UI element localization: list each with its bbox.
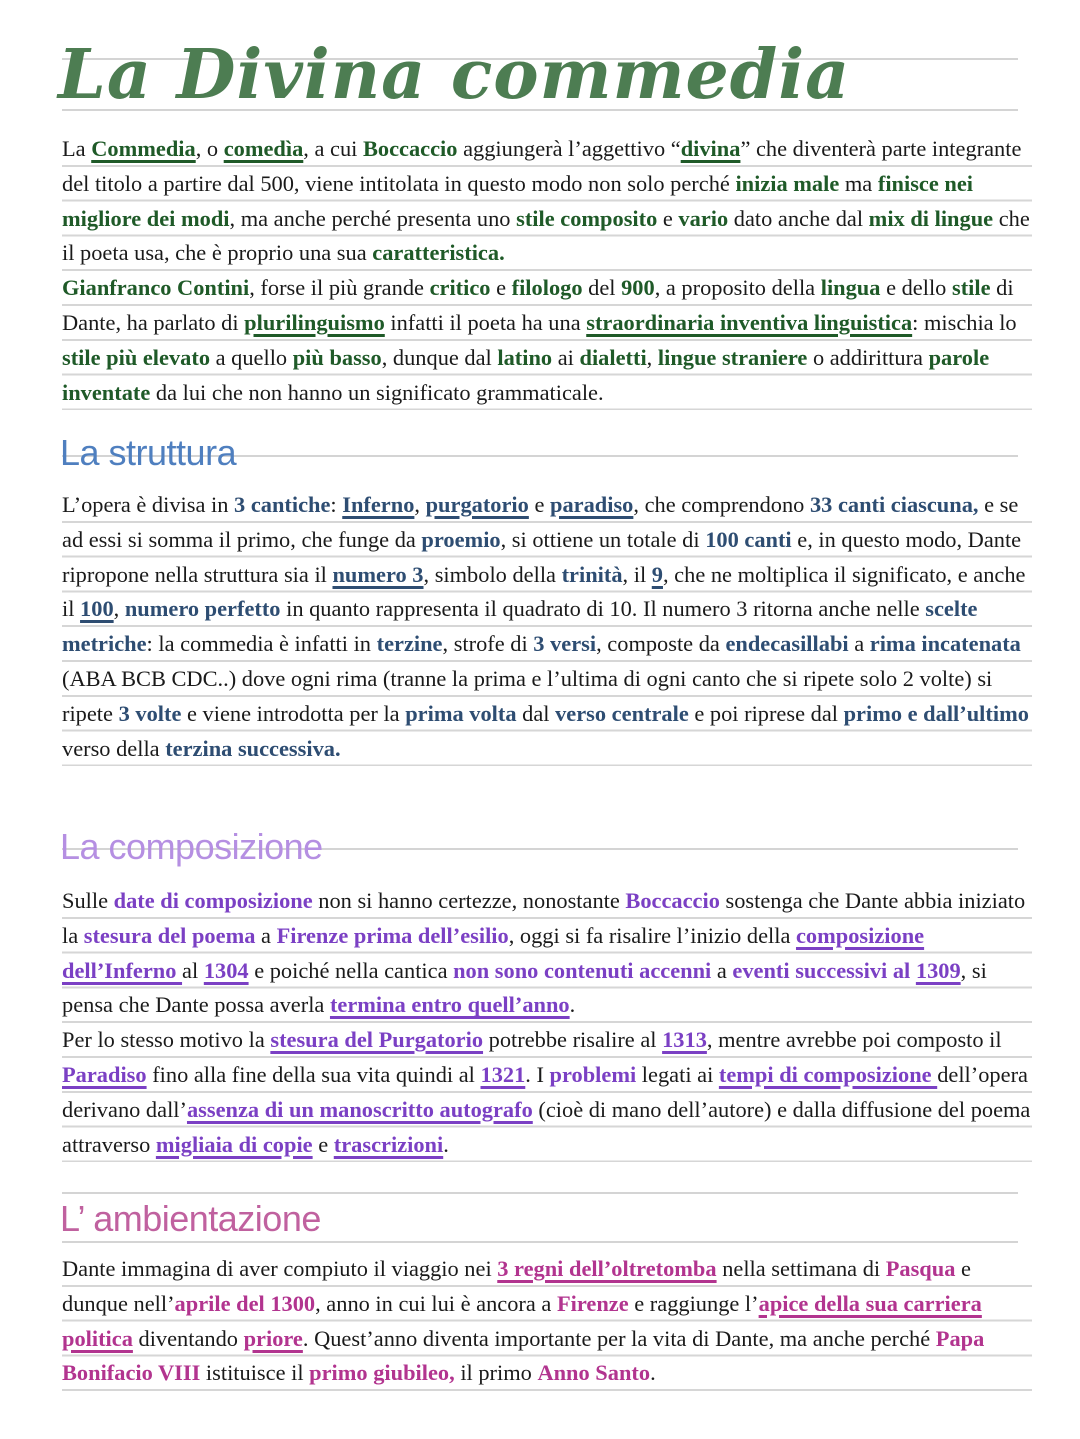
underlined-keyword: Commedia bbox=[91, 136, 196, 161]
text-segment: e bbox=[528, 492, 550, 517]
ruled-line bbox=[62, 1192, 1018, 1194]
text-segment: e dunque nell’ bbox=[62, 1256, 971, 1316]
bold-keyword: primo giubileo, bbox=[309, 1360, 455, 1386]
text-segment: , il bbox=[622, 561, 652, 587]
text-segment: Sulle bbox=[62, 888, 114, 913]
underlined-keyword: straordinaria inventiva linguistica bbox=[586, 309, 913, 335]
text-segment: a bbox=[848, 631, 870, 657]
bold-keyword: parole inventate bbox=[62, 344, 990, 405]
bold-keyword: lingua bbox=[820, 275, 881, 301]
underlined-keyword: priore bbox=[243, 1325, 303, 1351]
underlined-keyword: comedìa bbox=[223, 136, 304, 161]
paragraph bbox=[62, 132, 1032, 271]
bold-keyword: primo e dall’ultimo bbox=[843, 700, 1029, 726]
text-segment: , anno in cui lui è ancora a bbox=[315, 1290, 557, 1316]
bold-keyword: critico bbox=[429, 275, 491, 301]
section-ambientazione-text bbox=[62, 1252, 1032, 1391]
bold-keyword: Papa Bonifacio VIII bbox=[62, 1325, 985, 1386]
text-segment: . bbox=[443, 1131, 449, 1157]
underlined-keyword: trascrizioni bbox=[333, 1131, 444, 1157]
text-segment: , si ottiene un totale di bbox=[500, 526, 706, 552]
section-struttura-text bbox=[62, 488, 1032, 766]
text-segment: al bbox=[182, 957, 204, 983]
bold-keyword: verso centrale bbox=[555, 700, 689, 726]
paragraph bbox=[62, 1023, 1032, 1162]
text-segment: e, in questo modo, Dante ripropone nella struttura sia il bbox=[62, 526, 1022, 587]
text-segment: e bbox=[657, 205, 679, 231]
text-segment: : la commedia è infatti in bbox=[146, 631, 377, 657]
text-segment: a bbox=[711, 957, 733, 983]
bold-keyword: eventi successivi al bbox=[732, 957, 916, 983]
paragraph bbox=[62, 884, 1032, 1023]
text-segment: ai bbox=[552, 344, 580, 370]
text-segment: da lui che non hanno un significato grammaticale. bbox=[150, 379, 604, 405]
bold-keyword: terzine bbox=[376, 631, 443, 657]
text-segment: e dello bbox=[880, 275, 952, 301]
text-segment: , mentre avrebbe poi composto il bbox=[706, 1027, 1002, 1053]
text-segment: e poiché nella cantica bbox=[248, 957, 454, 983]
text-segment: il primo bbox=[454, 1360, 538, 1386]
bold-keyword: scelte metriche bbox=[62, 596, 978, 657]
bold-keyword: stile più elevato bbox=[62, 344, 211, 370]
underlined-keyword: divina bbox=[680, 136, 741, 161]
text-segment: , composte da bbox=[596, 631, 726, 657]
bold-keyword: più basso bbox=[292, 344, 382, 370]
underlined-keyword: plurilinguismo bbox=[244, 309, 385, 335]
bold-keyword: non sono contenuti accenni bbox=[453, 957, 712, 983]
text-segment: diventando bbox=[132, 1325, 244, 1351]
text-segment: La bbox=[62, 136, 92, 161]
underlined-keyword: 3 regni dell’oltretomba bbox=[497, 1256, 717, 1281]
paragraph bbox=[62, 271, 1032, 410]
bold-keyword: 900 bbox=[621, 275, 655, 301]
bold-keyword: inizia male bbox=[735, 170, 840, 196]
text-segment: potrebbe risalire al bbox=[483, 1027, 663, 1053]
text-segment: : bbox=[330, 492, 343, 517]
bold-keyword: vario bbox=[678, 205, 729, 231]
text-segment: e raggiunge l’ bbox=[628, 1290, 759, 1316]
bold-keyword: caratteristica. bbox=[372, 240, 505, 266]
text-segment: ” che diventerà parte integrante del titolo a partire dal 500, viene intitolata in questo modo non solo perché bbox=[62, 136, 1022, 196]
ruled-line bbox=[62, 1241, 1018, 1243]
underlined-keyword: 100 bbox=[80, 596, 114, 622]
text-segment: . I bbox=[525, 1061, 550, 1087]
text-segment: e poi riprese dal bbox=[688, 700, 844, 726]
text-segment: verso della bbox=[62, 735, 166, 761]
text-segment: , che ne moltiplica il significato, e anche il bbox=[62, 561, 1026, 622]
bold-keyword: latino bbox=[497, 344, 553, 370]
bold-keyword: proemio bbox=[421, 526, 501, 552]
text-segment: non si hanno certezze, nonostante bbox=[312, 888, 626, 913]
text-segment: : mischia lo bbox=[912, 309, 1017, 335]
paragraph bbox=[62, 488, 1032, 766]
text-segment: , bbox=[414, 492, 426, 517]
bold-keyword: prima volta bbox=[405, 700, 517, 726]
text-segment: aggiungerà l’aggettivo “ bbox=[457, 136, 681, 161]
text-segment: , simbolo della bbox=[423, 561, 562, 587]
bold-keyword: numero perfetto bbox=[124, 596, 281, 622]
bold-keyword: Boccaccio bbox=[625, 888, 720, 913]
text-segment: infatti il poeta ha una bbox=[384, 309, 587, 335]
underlined-keyword: migliaia di copie bbox=[155, 1131, 313, 1157]
text-segment: in quanto rappresenta il quadrato di 10. Il numero 3 ritorna anche nelle bbox=[280, 596, 926, 622]
bold-keyword: date di composizione bbox=[113, 888, 313, 913]
bold-keyword: 3 versi bbox=[533, 631, 597, 657]
text-segment: , oggi si fa risalire l’inizio della bbox=[508, 922, 796, 948]
page-title: La Divina commedia bbox=[58, 35, 851, 115]
text-segment: , o bbox=[195, 136, 224, 161]
text-segment: Per lo stesso motivo la bbox=[62, 1027, 271, 1053]
bold-keyword: stile composito bbox=[516, 205, 658, 231]
text-segment: . bbox=[569, 992, 576, 1018]
underlined-keyword: 1309 bbox=[915, 957, 961, 983]
text-segment: e bbox=[312, 1131, 334, 1157]
text-segment: , ma anche perché presenta uno bbox=[229, 205, 517, 231]
underlined-keyword: paradiso bbox=[550, 492, 634, 517]
text-segment: a bbox=[255, 922, 277, 948]
text-segment: . Quest’anno diventa importante per la vita di Dante, ma anche perché bbox=[302, 1325, 936, 1351]
bold-keyword: Firenze bbox=[556, 1290, 629, 1316]
bold-keyword: Pasqua bbox=[885, 1256, 956, 1281]
underlined-keyword: 1304 bbox=[203, 957, 249, 983]
text-segment: , dunque dal bbox=[381, 344, 498, 370]
paragraph bbox=[62, 1252, 1032, 1391]
text-segment: dell’opera derivano dall’ bbox=[62, 1061, 1028, 1122]
underlined-keyword: Inferno bbox=[342, 492, 415, 517]
text-segment: dal bbox=[516, 700, 556, 726]
bold-keyword: Boccaccio bbox=[362, 136, 458, 161]
text-segment: (cioè di mano dell’autore) e dalla diffusione del poema attraverso bbox=[62, 1096, 1031, 1157]
underlined-keyword: 9 bbox=[651, 561, 663, 587]
underlined-keyword: purgatorio bbox=[425, 492, 529, 517]
heading-la-struttura: La struttura bbox=[60, 432, 237, 473]
underlined-keyword: 1313 bbox=[662, 1027, 707, 1053]
bold-keyword: trinità bbox=[561, 561, 623, 587]
bold-keyword: rima incatenata bbox=[869, 631, 1021, 657]
bold-keyword: terzina successiva. bbox=[165, 735, 341, 761]
bold-keyword: lingue straniere bbox=[657, 344, 808, 370]
bold-keyword: 3 cantiche bbox=[234, 492, 331, 517]
text-segment: fino alla fine della sua vita quindi al bbox=[146, 1061, 481, 1087]
bold-keyword: mix di lingue bbox=[868, 205, 994, 231]
text-segment: L’opera è divisa in bbox=[62, 492, 235, 517]
underlined-keyword: 1321 bbox=[480, 1061, 526, 1087]
underlined-keyword: assenza di un manoscritto autografo bbox=[186, 1096, 533, 1122]
bold-keyword: dialetti bbox=[579, 344, 647, 370]
text-segment: , bbox=[113, 596, 125, 622]
text-segment: del bbox=[582, 275, 622, 301]
bold-keyword: problemi bbox=[549, 1061, 637, 1087]
bold-keyword: stesura del poema bbox=[83, 922, 256, 948]
bold-keyword: aprile del 1300 bbox=[174, 1290, 316, 1316]
text-segment: e bbox=[490, 275, 512, 301]
underlined-keyword: stesura del Purgatorio bbox=[270, 1027, 484, 1053]
text-segment: legati ai bbox=[636, 1061, 719, 1087]
text-segment: nella settimana di bbox=[716, 1256, 886, 1281]
bold-keyword: 33 canti ciascuna, bbox=[809, 492, 979, 517]
bold-keyword: Firenze prima dell’esilio bbox=[276, 922, 509, 948]
section-intro-text bbox=[62, 132, 1032, 410]
text-segment: dato anche dal bbox=[728, 205, 869, 231]
heading-la-composizione: La composizione bbox=[60, 826, 323, 867]
bold-keyword: 100 canti bbox=[705, 526, 792, 552]
text-segment: ma bbox=[839, 170, 878, 196]
text-segment: , bbox=[646, 344, 658, 370]
text-segment: , che comprendono bbox=[633, 492, 810, 517]
text-segment: sostenga che Dante abbia iniziato la bbox=[62, 888, 1026, 948]
bold-keyword: endecasillabi bbox=[725, 631, 849, 657]
text-segment: , strofe di bbox=[442, 631, 534, 657]
section-composizione-text bbox=[62, 884, 1032, 1162]
underlined-keyword: composizione dell’Inferno bbox=[62, 922, 925, 983]
bold-keyword: Anno Santo bbox=[537, 1360, 651, 1386]
text-segment: , forse il più grande bbox=[249, 275, 430, 301]
text-segment: Dante immagina di aver compiuto il viaggio nei bbox=[62, 1256, 498, 1281]
underlined-keyword: numero 3 bbox=[332, 561, 424, 587]
text-segment: , si pensa che Dante possa averla bbox=[62, 957, 987, 1018]
text-segment: a quello bbox=[210, 344, 293, 370]
underlined-keyword: apice della sua carriera politica bbox=[62, 1290, 982, 1351]
underlined-keyword: tempi di composizione bbox=[718, 1061, 938, 1087]
heading-ambientazione: L’ ambientazione bbox=[60, 1198, 321, 1239]
text-segment: e viene introdotta per la bbox=[181, 700, 406, 726]
text-segment: (ABA BCB CDC..) dove ogni rima (tranne la prima e l’ultima di ogni canto che si ripete solo 2 volte) si ripete bbox=[62, 665, 993, 726]
text-segment: o addirittura bbox=[807, 344, 929, 370]
bold-keyword: finisce nei migliore dei modi bbox=[62, 170, 974, 231]
text-segment: , a proposito della bbox=[654, 275, 821, 301]
text-segment: . bbox=[650, 1360, 656, 1386]
text-segment: che il poeta usa, che è proprio una sua bbox=[62, 205, 1030, 266]
underlined-keyword: Paradiso bbox=[62, 1061, 147, 1087]
bold-keyword: Gianfranco Contini bbox=[62, 275, 250, 301]
bold-keyword: 3 volte bbox=[118, 700, 182, 726]
underlined-keyword: termina entro quell’anno bbox=[329, 992, 570, 1018]
text-segment: di Dante, ha parlato di bbox=[62, 275, 1014, 335]
text-segment: istituisce il bbox=[200, 1360, 310, 1386]
text-segment: e se ad essi si somma il primo, che funge da bbox=[62, 492, 1019, 552]
bold-keyword: stile bbox=[951, 275, 991, 301]
bold-keyword: filologo bbox=[511, 275, 583, 301]
text-segment: , a cui bbox=[303, 136, 363, 161]
